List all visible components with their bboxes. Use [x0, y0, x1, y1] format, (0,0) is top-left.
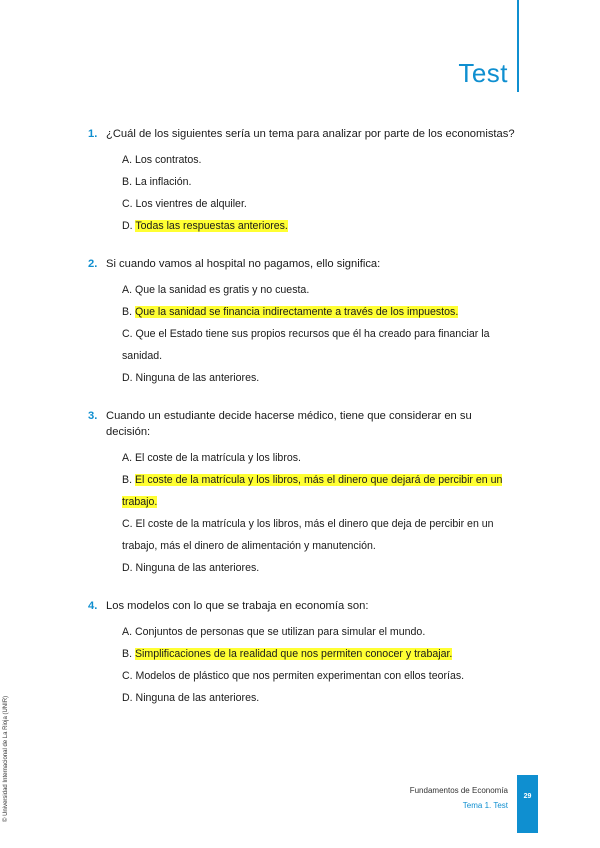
option-a: A. Conjuntos de personas que se utilizan para simular el mundo. — [122, 626, 426, 638]
highlighted-answer: Simplificaciones de la realidad que nos permiten conocer y trabajar. — [134, 648, 453, 660]
highlighted-answer: El coste de la matrícula y los libros, más el dinero que dejará de percibir en un trabajo. — [122, 474, 503, 508]
option-list — [122, 279, 518, 389]
highlighted-answer: Que la sanidad se financia indirectamente a través de los impuestos. — [134, 306, 459, 318]
question-header — [88, 256, 518, 272]
option-prefix: B. — [122, 306, 133, 318]
copyright-notice: © Universidad Internacional de La Rioja (UNIR) — [3, 695, 9, 822]
question-header — [88, 126, 518, 142]
question-3 — [88, 408, 518, 579]
question-text: Cuando un estudiante decide hacerse médico, tiene que considerar en su decisión: — [106, 410, 472, 438]
option-b-correct — [122, 469, 518, 513]
option-c: C. Los vientres de alquiler. — [122, 198, 247, 210]
footer-course-name: Fundamentos de Economía — [409, 786, 508, 795]
option-c: C. El coste de la matrícula y los libros, más el dinero que deja de percibir en un trabajo, más el dinero de alimentación y manutención. — [122, 518, 494, 552]
option-a: A. El coste de la matrícula y los libros. — [122, 452, 301, 464]
option-d-correct — [122, 215, 518, 237]
option-list — [122, 149, 518, 237]
question-number: 3. — [88, 410, 98, 422]
question-4 — [88, 598, 518, 709]
question-number: 1. — [88, 128, 98, 140]
question-text: ¿Cuál de los siguientes sería un tema para analizar por parte de los economistas? — [106, 128, 515, 140]
question-2 — [88, 256, 518, 389]
page-title: Test — [458, 58, 508, 88]
question-1 — [88, 126, 518, 237]
option-b-correct — [122, 301, 518, 323]
option-d: D. Ninguna de las anteriores. — [122, 372, 260, 384]
option-b-correct — [122, 643, 518, 665]
question-number: 2. — [88, 258, 98, 270]
option-c: C. Modelos de plástico que nos permiten experimentan con ellos teorías. — [122, 670, 465, 682]
footer-topic: Tema 1. Test — [462, 801, 508, 810]
header-accent-line — [517, 0, 519, 92]
option-d: D. Ninguna de las anteriores. — [122, 692, 260, 704]
option-b: B. La inflación. — [122, 176, 192, 188]
option-prefix: B. — [122, 648, 133, 660]
option-list — [122, 621, 518, 709]
option-prefix: D. — [122, 220, 133, 232]
question-list — [88, 126, 518, 728]
question-header — [88, 408, 518, 440]
option-a: A. Los contratos. — [122, 154, 202, 166]
option-list — [122, 447, 518, 579]
question-text: Los modelos con lo que se trabaja en economía son: — [106, 600, 369, 612]
page-number-badge: 29 — [517, 775, 538, 833]
option-prefix: B. — [122, 474, 133, 486]
footer — [410, 783, 508, 813]
question-text: Si cuando vamos al hospital no pagamos, ello significa: — [106, 258, 381, 270]
question-header — [88, 598, 518, 614]
highlighted-answer: Todas las respuestas anteriores. — [135, 220, 288, 232]
option-d: D. Ninguna de las anteriores. — [122, 562, 260, 574]
option-c: C. Que el Estado tiene sus propios recursos que él ha creado para financiar la sanidad. — [122, 328, 490, 362]
question-number: 4. — [88, 600, 98, 612]
option-a: A. Que la sanidad es gratis y no cuesta. — [122, 284, 310, 296]
